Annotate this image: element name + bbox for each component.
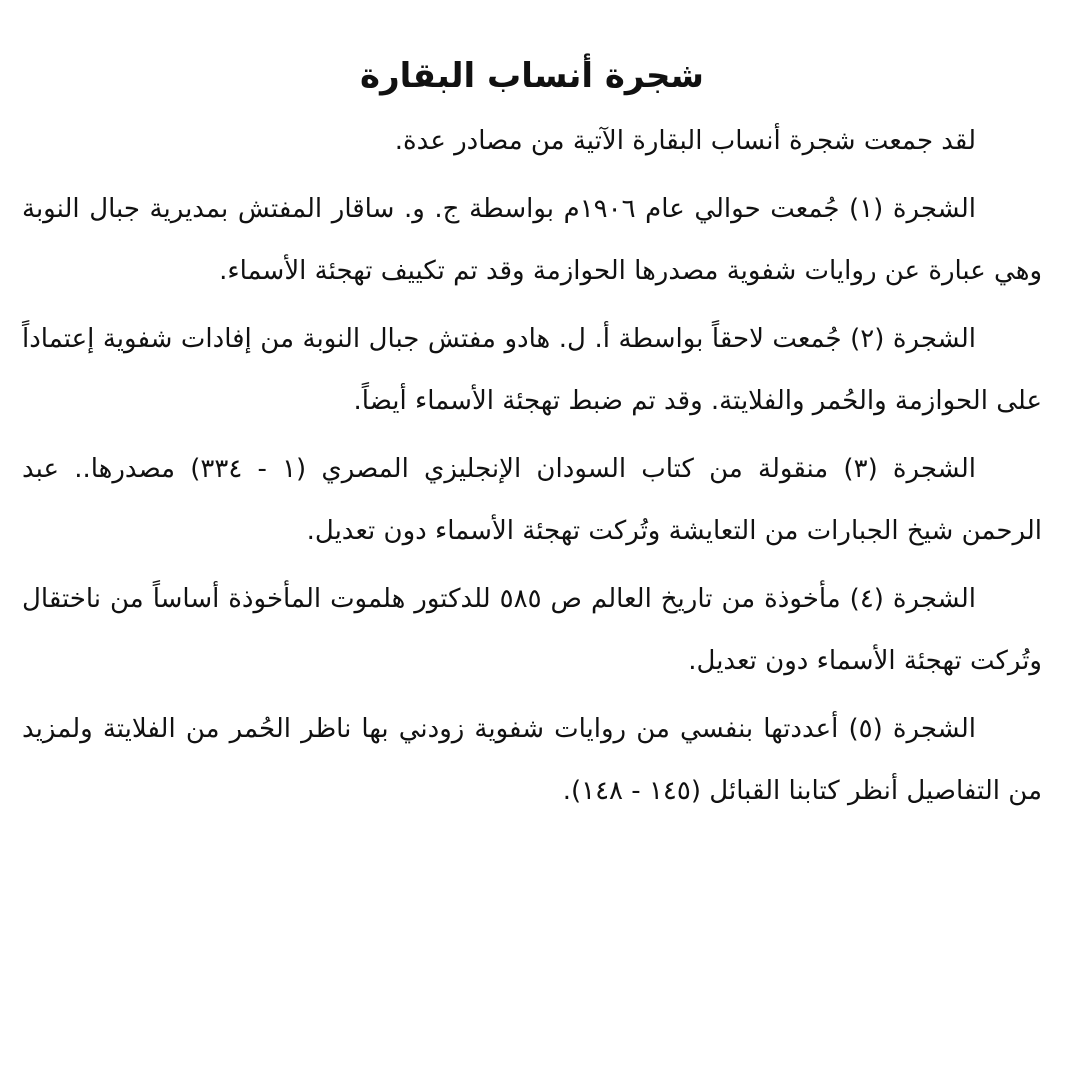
tree-4-paragraph: الشجرة (٤) مأخوذة من تاريخ العالم ص ٥٨٥ للدكتور هلموت المأخوذة أساساً من ناختقال وتُركت تهجئة الأسماء دون تعديل. (22, 584, 1042, 676)
tree-1-paragraph: الشجرة (١) جُمعت حوالي عام ١٩٠٦م بواسطة ج. و. ساقار المفتش بمديرية جبال النوبة وهي عبارة عن روايات شفوية مصدرها الحوازمة وقد تم تكييف تهجئة الأسماء. (22, 194, 1042, 286)
tree-3-paragraph: الشجرة (٣) منقولة من كتاب السودان الإنجليزي المصري (١ - ٣٣٤) مصدرها.. عبد الرحمن شيخ الجبارات من التعايشة وتُركت تهجئة الأسماء دون تعديل. (22, 454, 1042, 546)
tree-5-paragraph: الشجرة (٥) أعددتها بنفسي من روايات شفوية زودني بها ناظر الحُمر من الفلايتة ولمزيد من التفاصيل أنظر كتابنا القبائل (١٤٥ - ١٤٨). (22, 714, 1042, 806)
intro-paragraph: لقد جمعت شجرة أنساب البقارة الآتية من مصادر عدة. (394, 126, 976, 156)
document-page (22, 48, 1042, 828)
page-title: شجرة أنساب البقارة (360, 56, 704, 96)
tree-2-paragraph: الشجرة (٢) جُمعت لاحقاً بواسطة أ. ل. هادو مفتش جبال النوبة من إفادات شفوية إعتماداً على الحوازمة والحُمر والفلايتة. وقد تم ضبط تهجئة الأسماء أيضاً. (22, 324, 1042, 416)
